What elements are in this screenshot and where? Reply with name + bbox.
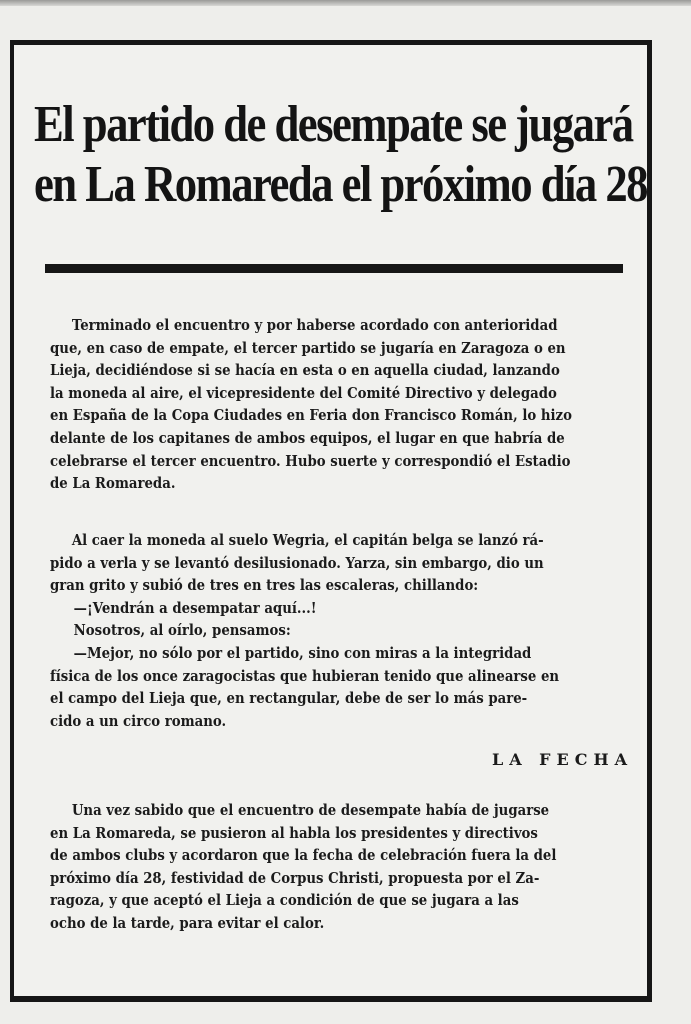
paragraph-4 — [50, 800, 636, 936]
paragraph-1 — [50, 315, 636, 496]
paragraph-1-line: delante de los capitanes de ambos equipos, el lugar en que habría de — [50, 429, 565, 447]
paragraph-4-line: ocho de la tarde, para evitar el calor. — [50, 914, 325, 932]
page-top-edge — [0, 0, 691, 6]
paragraph-1-line: que, en caso de empate, el tercer partido se jugaría en Zaragoza o en — [50, 339, 566, 357]
quote-2-line: física de los once zaragocistas que hubieran tenido que alinearse en — [50, 667, 560, 685]
quote-1: —¡Vendrán a desempatar aquí...! — [73, 599, 317, 617]
quote-2-line: el campo del Lieja que, en rectangular, debe de ser lo más pare- — [50, 690, 528, 708]
paragraph-1-line: celebrarse el tercer encuentro. Hubo suerte y correspondió el Estadio — [50, 452, 571, 470]
paragraph-1-line: en España de la Copa Ciudades en Feria don Francisco Román, lo hizo — [50, 407, 572, 425]
quote-2-line: cido a un circo romano. — [50, 712, 227, 730]
paragraph-4-line: de ambos clubs y acordaron que la fecha de celebración fuera la del — [50, 847, 557, 865]
paragraph-4-line: en La Romareda, se pusieron al habla los presidentes y directivos — [50, 824, 538, 842]
headline-line-1: El partido de desempate se jugará — [34, 96, 633, 153]
paragraph-1-line: Terminado el encuentro y por haberse acordado con anterioridad — [71, 317, 558, 334]
paragraph-2-line: Al caer la moneda al suelo Wegria, el capitán belga se lanzó rá- — [71, 532, 544, 549]
paragraph-3: Nosotros, al oírlo, pensamos: — [73, 622, 291, 640]
paragraph-2-line: gran grito y subió de tres en tres las escaleras, chillando: — [50, 577, 479, 595]
article-body-middle — [50, 530, 636, 733]
article-headline — [34, 95, 647, 215]
section-subheading: LA FECHA — [491, 750, 633, 769]
paragraph-1-line: de La Romareda. — [50, 475, 176, 493]
paragraph-2-line: pido a verla y se levantó desilusionado. Yarza, sin embargo, dio un — [50, 554, 544, 572]
paragraph-4-line: ragoza, y que aceptó el Lieja a condición de que se jugara a las — [50, 892, 519, 910]
headline-rule — [45, 264, 623, 273]
headline-line-2: en La Romareda el próximo día 28 — [34, 156, 647, 213]
paragraph-4-line: próximo día 28, festividad de Corpus Christi, propuesta por el Za- — [50, 869, 540, 887]
paragraph-4-line: Una vez sabido que el encuentro de desempate había de jugarse — [71, 802, 550, 819]
quote-2-line: —Mejor, no sólo por el partido, sino con miras a la integridad — [73, 644, 532, 662]
paragraph-1-line: la moneda al aire, el vicepresidente del Comité Directivo y delegado — [50, 384, 557, 402]
paragraph-1-line: Lieja, decidiéndose si se hacía en esta o en aquella ciudad, lanzando — [50, 362, 560, 380]
